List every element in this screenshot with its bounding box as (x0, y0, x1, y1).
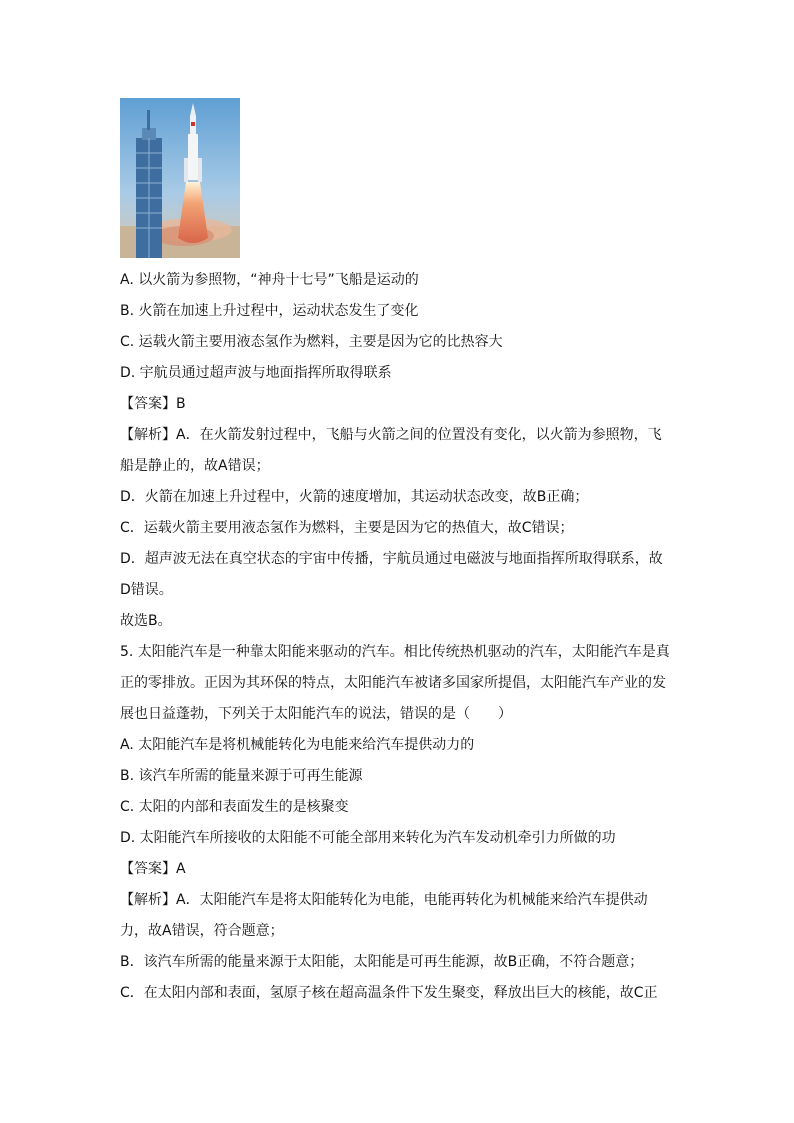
q5-analysis-line: 【解析】A．太阳能汽车是将太阳能转化为电能，电能再转化为机械能来给汽车提供动 (120, 892, 648, 908)
q5-analysis-line: C．在太阳内部和表面，氢原子核在超高温条件下发生聚变，释放出巨大的核能，故C正 (120, 985, 658, 1001)
q4-analysis-line: 船是静止的，故A错误； (120, 458, 270, 474)
q4-conclusion: 故选B。 (120, 613, 172, 629)
q4-option-d: D. 宇航员通过超声波与地面指挥所取得联系 (120, 365, 392, 381)
q4-analysis-line: 【解析】A．在火箭发射过程中，飞船与火箭之间的位置没有变化，以火箭为参照物，飞 (120, 427, 662, 443)
q5-analysis-line: 力，故A错误，符合题意； (120, 923, 284, 939)
q5-option-d: D. 太阳能汽车所接收的太阳能不可能全部用来转化为汽车发动机牵引力所做的功 (120, 830, 616, 846)
q4-answer: 【答案】B (120, 396, 186, 412)
q4-option-b: B. 火箭在加速上升过程中，运动状态发生了变化 (120, 303, 419, 319)
rocket-launch-photo (120, 98, 240, 258)
q5-option-b: B. 该汽车所需的能量来源于可再生能源 (120, 768, 363, 784)
q4-option-c: C. 运载火箭主要用液态氢作为燃料，主要是因为它的比热容大 (120, 334, 503, 350)
q4-analysis-line: D错误。 (120, 582, 173, 598)
q4-analysis-line: C．运载火箭主要用液态氢作为燃料，主要是因为它的热值大，故C错误； (120, 520, 574, 536)
q5-stem-line: 5. 太阳能汽车是一种靠太阳能来驱动的汽车。相比传统热机驱动的汽车，太阳能汽车是真 (120, 644, 670, 660)
q5-option-a: A. 太阳能汽车是将机械能转化为电能来给汽车提供动力的 (120, 737, 475, 753)
q4-analysis-line: D．火箭在加速上升过程中，火箭的速度增加，其运动状态改变，故B正确； (120, 489, 589, 505)
q5-stem-line: 正的零排放。正因为其环保的特点，太阳能汽车被诸多国家所提倡，太阳能汽车产业的发 (120, 675, 666, 691)
q5-analysis-line: B．该汽车所需的能量来源于太阳能，太阳能是可再生能源，故B正确，不符合题意； (120, 954, 644, 970)
q5-answer: 【答案】A (120, 861, 186, 877)
q4-analysis-line: D．超声波无法在真空状态的宇宙中传播，宇航员通过电磁波与地面指挥所取得联系，故 (120, 551, 663, 567)
q5-stem-line: 展也日益蓬勃，下列关于太阳能汽车的说法，错误的是（ ） (120, 706, 512, 722)
q4-option-a: A. 以火箭为参照物，“神舟十七号”飞船是运动的 (120, 272, 419, 288)
q5-option-c: C. 太阳的内部和表面发生的是核聚变 (120, 799, 349, 815)
